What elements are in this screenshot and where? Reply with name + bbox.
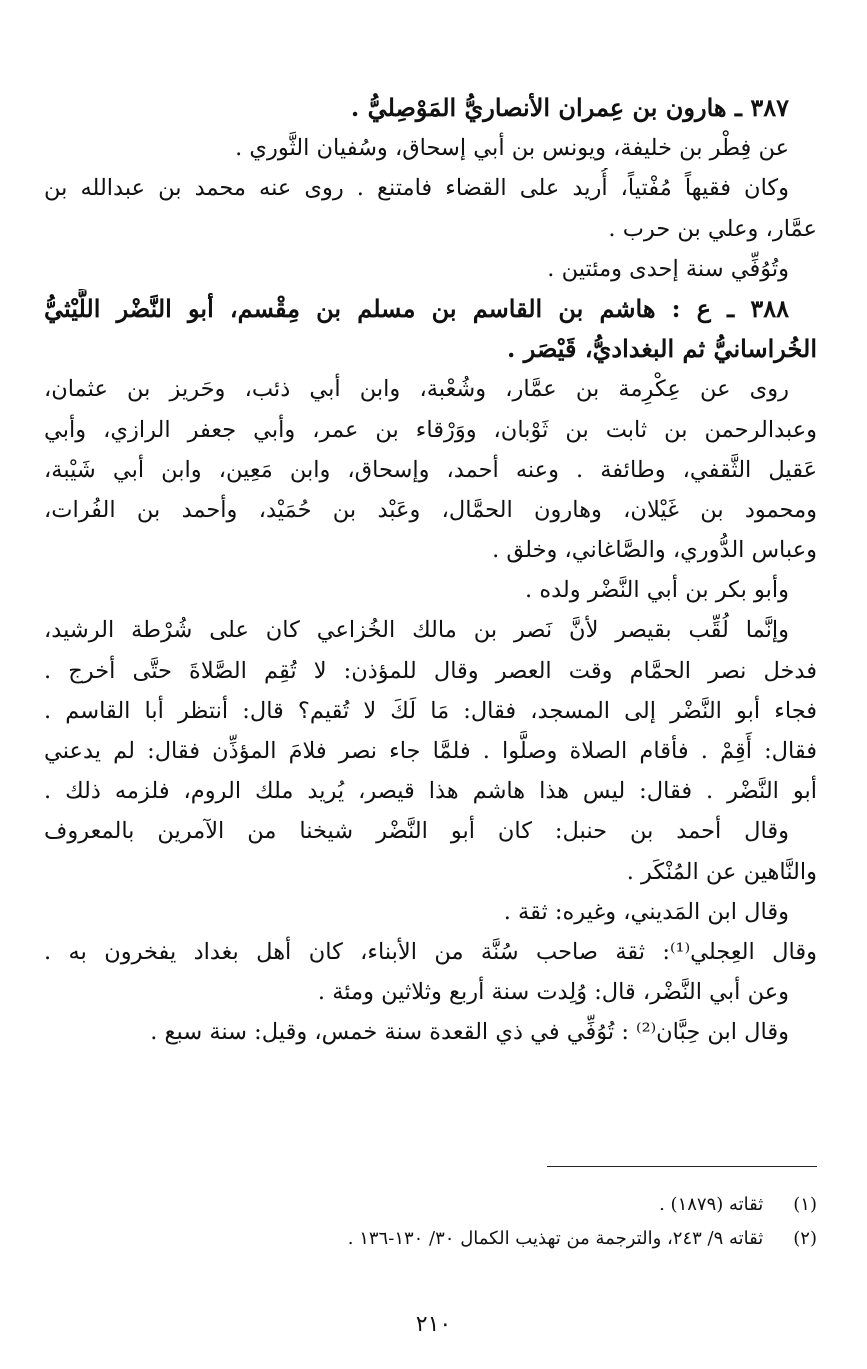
footnote-1: [100, 1188, 817, 1222]
entry-387-line: عن فِطْر بن خليفة، ويونس بن أبي إسحاق، وسُفيان الثَّوري .: [235, 135, 789, 162]
entry-388-line: فدخل نصر الحمَّام وقت العصر وقال للمؤذن: لا تُقِم الصَّلاةَ حتَّى أخرج .: [44, 657, 817, 684]
footnote-text: ثقاته ٩/ ٢٤٣، والترجمة من تهذيب الكمال ٣٠/ ١٣٠-١٣٦ .: [347, 1228, 764, 1249]
entry-388-line: وقال العِجلي⁽¹⁾: ثقة صاحب سُنَّة من الأبناء، كان أهل بغداد يفخرون به .: [44, 938, 817, 965]
entry-388-line: عَقيل الثَّقفي، وطائفة . وعنه أحمد، وإسحاق، وابن مَعِين، وابن أبي شَيْبة،: [44, 456, 817, 483]
entry-388-line: فجاء أبو النَّضْر إلى المسجد، فقال: مَا لَكَ لا تُقيم؟ قال: أنتظر أبا القاسم .: [44, 697, 817, 724]
entry-388-heading-cont: الخُراسانيُّ ثم البغداديُّ، قَيْصَر .: [507, 334, 817, 364]
entry-388-line: وعباس الدُّوري، والصَّاغاني، وخلق .: [492, 537, 817, 564]
entry-387-line: وكان فقيهاً مُفْتياً، أُريد على القضاء فامتنع . روى عنه محمد بن عبدالله بن: [44, 175, 789, 202]
entry-388-line: وقال ابن حِبَّان⁽²⁾ : تُوُفِّي في ذي القعدة سنة خمس، وقيل: سنة سبع .: [150, 1019, 789, 1046]
entry-388-line: روى عن عِكْرِمة بن عمَّار، وشُعْبة، وابن أبي ذئب، وحَريز بن عثمان،: [44, 376, 789, 403]
entry-388-heading: ٣٨٨ ـ ع : هاشم بن القاسم بن مسلم بن مِقْسم، أبو النَّضْر اللَّيْثيُّ: [44, 293, 789, 323]
entry-388-line: والنَّاهين عن المُنْكَر .: [626, 858, 817, 885]
footnote-divider: [547, 1166, 817, 1167]
entry-387-heading: ٣٨٧ ـ هارون بن عِمران الأنصاريُّ المَوْصِليُّ .: [350, 93, 789, 122]
entry-388-line: وعن أبي النَّضْر، قال: وُلِدت سنة أربع وثلاثين ومئة .: [317, 979, 789, 1006]
entry-387-line: وتُوُفِّي سنة إحدى ومئتين .: [547, 255, 789, 282]
entry-388-line: أبو النَّضْر . فقال: ليس هذا هاشم هذا قيصر، يُريد ملك الروم، فلزمه ذلك .: [44, 778, 817, 805]
page-number: ٢١٠: [415, 1312, 452, 1337]
entry-388-line: ومحمود بن غَيْلان، وهارون الحمَّال، وعَبْد بن حُمَيْد، وأحمد بن الفُرات،: [44, 496, 817, 523]
footnotes: [100, 1188, 817, 1256]
entry-388-line: وعبدالرحمن بن ثابت بن ثَوْبان، ووَرْقاء بن عمر، وأبي جعفر الرازي، وأبي: [44, 416, 817, 443]
entry-388-line: وقال ابن المَديني، وغيره: ثقة .: [503, 898, 789, 925]
entry-388-line: فقال: أَقِمْ . فأقام الصلاة وصلَّوا . فلمَّا جاء نصر فلامَ المؤذِّن فقال: لم يدعني: [44, 738, 817, 764]
entry-388-line: وأبو بكر بن أبي النَّضْر ولده .: [525, 577, 789, 604]
footnote-number: (١): [793, 1194, 817, 1215]
entry-387-line: عمَّار، وعلي بن حرب .: [608, 215, 817, 242]
entry-388-line: وإنَّما لُقِّب بقيصر لأنَّ نَصر بن مالك الخُزاعي كان على شُرْطة الرشيد،: [44, 617, 789, 644]
main-text: [44, 88, 817, 1053]
footnote-text: ثقاته (١٨٧٩) .: [659, 1194, 764, 1215]
footnote-2: [100, 1222, 817, 1256]
footnote-number: (٢): [793, 1228, 817, 1249]
entry-388-line: وقال أحمد بن حنبل: كان أبو النَّضْر شيخنا من الآمرين بالمعروف: [44, 818, 789, 845]
